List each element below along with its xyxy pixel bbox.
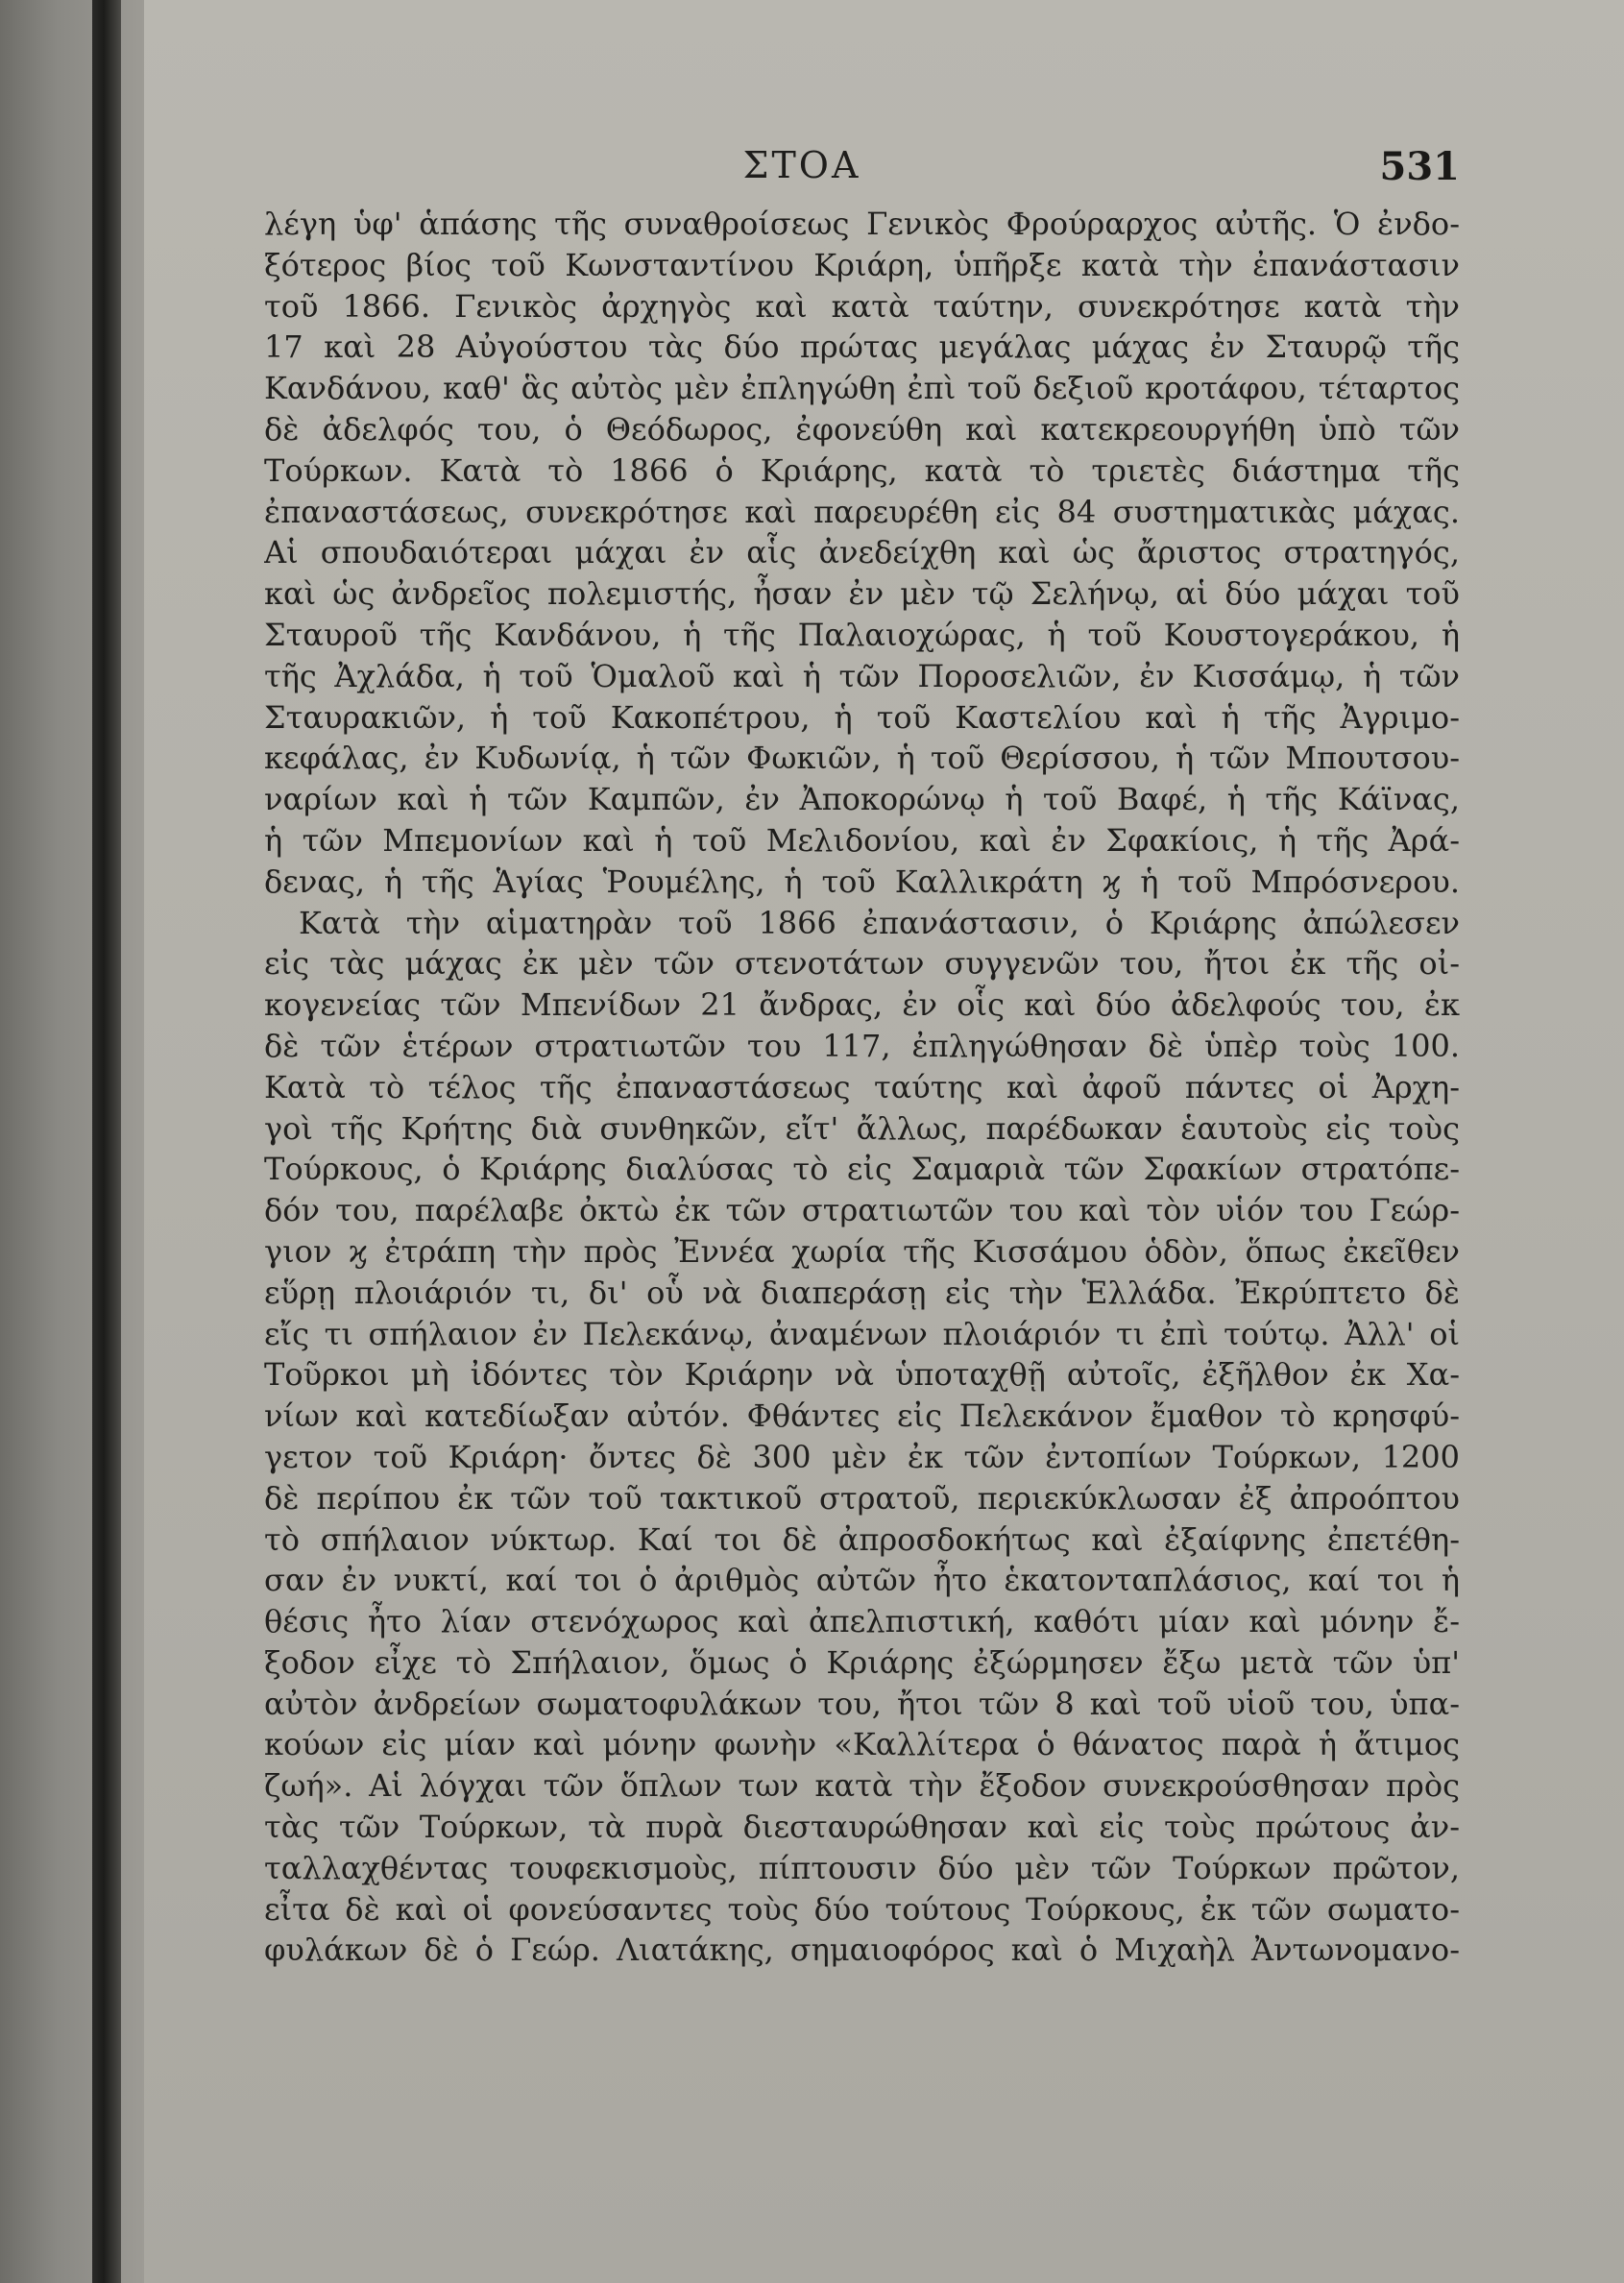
text-line: Κανδάνου, καθ' ἃς αὐτὸς μὲν ἐπληγώθη ἐπὶ τοῦ δεξιοῦ κροτάφου, τέταρτος: [264, 370, 1460, 407]
text-line: ζωή». Αἱ λόγχαι τῶν ὅπλων των κατὰ τὴν ἔξοδον συνεκρούσθησαν πρὸς: [264, 1767, 1460, 1805]
body-text: [264, 204, 1460, 2012]
text-line: ναρίων καὶ ἡ τῶν Καμπῶν, ἐν Ἀποκορώνῳ ἡ τοῦ Βαφέ, ἡ τῆς Κάϊνας,: [264, 781, 1460, 818]
text-line: τῆς Ἀχλάδα, ἡ τοῦ Ὁμαλοῦ καὶ ἡ τῶν Ποροσελιῶν, ἐν Κισσάμῳ, ἡ τῶν: [264, 657, 1460, 694]
text-line: αὐτὸν ἀνδρείων σωματοφυλάκων του, ἤτοι τῶν 8 καὶ τοῦ υἱοῦ του, ὑπα-: [264, 1685, 1460, 1722]
text-line: εὕρῃ πλοιάριόν τι, δι' οὗ νὰ διαπεράσῃ εἰς τὴν Ἑλλάδα. Ἐκρύπτετο δὲ: [264, 1274, 1460, 1311]
text-line: δενας, ἡ τῆς Ἁγίας Ῥουμέλης, ἡ τοῦ Καλλικράτη ϗ ἡ τοῦ Μπρόσνερου.: [264, 862, 1460, 900]
text-line: φυλάκων δὲ ὁ Γεώρ. Λιατάκης, σημαιοφόρος καὶ ὁ Μιχαὴλ Ἀντωνομανο-: [264, 1931, 1460, 1969]
text-line: σαν ἐν νυκτί, καί τοι ὁ ἀριθμὸς αὐτῶν ἦτο ἑκατονταπλάσιος, καί τοι ἡ: [264, 1562, 1460, 1599]
text-line: δὲ ἀδελφός του, ὁ Θεόδωρος, ἐφονεύθη καὶ κατεκρεουργήθη ὑπὸ τῶν: [264, 410, 1460, 448]
text-line: τὰς τῶν Τούρκων, τὰ πυρὰ διεσταυρώθησαν καὶ εἰς τοὺς πρώτους ἀν-: [264, 1809, 1460, 1846]
text-line: γιον ϗ ἐτράπη τὴν πρὸς Ἐννέα χωρία τῆς Κισσάμου ὁδὸν, ὅπως ἐκεῖθεν: [264, 1232, 1460, 1270]
text-line: κογενείας τῶν Μπενίδων 21 ἄνδρας, ἐν οἷς καὶ δύο ἀδελφούς του, ἐκ: [264, 986, 1460, 1024]
text-line: νίων καὶ κατεδίωξαν αὐτόν. Φθάντες εἰς Πελεκάνον ἔμαθον τὸ κρησφύ-: [264, 1397, 1460, 1435]
text-line: δὲ τῶν ἑτέρων στρατιωτῶν του 117, ἐπληγώθησαν δὲ ὑπὲρ τοὺς 100.: [264, 1027, 1460, 1064]
running-head-title: ΣΤΟΑ: [742, 144, 861, 186]
text-line: καὶ ὡς ἀνδρεῖος πολεμιστής, ἦσαν ἐν μὲν τῷ Σελήνῳ, αἱ δύο μάχαι τοῦ: [264, 575, 1460, 613]
text-line: εἰς τὰς μάχας ἐκ μὲν τῶν στενοτάτων συγγενῶν του, ἤτοι ἐκ τῆς οἰ-: [264, 945, 1460, 983]
text-line: Σταυρακιῶν, ἡ τοῦ Κακοπέτρου, ἡ τοῦ Καστελίου καὶ ἡ τῆς Ἀγριμο-: [264, 698, 1460, 736]
text-line: Κατὰ τὴν αἱματηρὰν τοῦ 1866 ἐπανάστασιν, ὁ Κριάρης ἀπώλεσεν: [299, 904, 1460, 941]
text-line: δὲ περίπου ἐκ τῶν τοῦ τακτικοῦ στρατοῦ, περιεκύκλωσαν ἐξ ἀπροόπτου: [264, 1479, 1460, 1517]
text-line: Τούρκων. Κατὰ τὸ 1866 ὁ Κριάρης, κατὰ τὸ τριετὲς διάστημα τῆς: [264, 451, 1460, 489]
text-line: ἡ τῶν Μπεμονίων καὶ ἡ τοῦ Μελιδονίου, καὶ ἐν Σφακίοις, ἡ τῆς Ἀρά-: [264, 821, 1460, 859]
text-line: ταλλαχθέντας τουφεκισμοὺς, πίπτουσιν δύο μὲν τῶν Τούρκων πρῶτον,: [264, 1849, 1460, 1886]
scan-margin: [0, 0, 144, 2283]
text-line: εἴς τι σπήλαιον ἐν Πελεκάνῳ, ἀναμένων πλοιάριόν τι ἐπὶ τούτῳ. Ἀλλ' οἱ: [264, 1315, 1460, 1352]
text-line: Αἱ σπουδαιότεραι μάχαι ἐν αἷς ἀνεδείχθη καὶ ὡς ἄριστος στρατηγός,: [264, 534, 1460, 571]
text-line: Σταυροῦ τῆς Κανδάνου, ἡ τῆς Παλαιοχώρας, ἡ τοῦ Κουστογεράκου, ἡ: [264, 616, 1460, 653]
text-line: ξοδον εἶχε τὸ Σπήλαιον, ὅμως ὁ Κριάρης ἐξώρμησεν ἔξω μετὰ τῶν ὑπ': [264, 1643, 1460, 1681]
text-line: Κατὰ τὸ τέλος τῆς ἐπαναστάσεως ταύτης καὶ ἀφοῦ πάντες οἱ Ἀρχη-: [264, 1068, 1460, 1105]
text-line: ξότερος βίος τοῦ Κωνσταντίνου Κριάρη, ὑπῆρξε κατὰ τὴν ἐπανάστασιν: [264, 246, 1460, 283]
text-line: κεφάλας, ἐν Κυδωνίᾳ, ἡ τῶν Φωκιῶν, ἡ τοῦ Θερίσσου, ἡ τῶν Μπουτσου-: [264, 740, 1460, 777]
text-line: τὸ σπήλαιον νύκτωρ. Καί τοι δὲ ἀπροσδοκήτως καὶ ἐξαίφνης ἐπετέθη-: [264, 1520, 1460, 1558]
running-head: [144, 144, 1460, 192]
text-line: Τούρκους, ὁ Κριάρης διαλύσας τὸ εἰς Σαμαριὰ τῶν Σφακίων στρατόπε-: [264, 1151, 1460, 1188]
text-line: [264, 1971, 1460, 2012]
text-line: δόν του, παρέλαβε ὀκτὼ ἐκ τῶν στρατιωτῶν του καὶ τὸν υἱόν του Γεώρ-: [264, 1192, 1460, 1229]
text-line: τοῦ 1866. Γενικὸς ἀρχηγὸς καὶ κατὰ ταύτην, συνεκρότησε κατὰ τὴν: [264, 287, 1460, 325]
text-line: κούων εἰς μίαν καὶ μόνην φωνὴν «Καλλίτερα ὁ θάνατος παρὰ ἡ ἄτιμος: [264, 1726, 1460, 1763]
text-line: γοὶ τῆς Κρήτης διὰ συνθηκῶν, εἴτ' ἄλλως, παρέδωκαν ἑαυτοὺς εἰς τοὺς: [264, 1109, 1460, 1147]
text-line: γετον τοῦ Κριάρη· ὄντες δὲ 300 μὲν ἐκ τῶν ἐντοπίων Τούρκων, 1200: [264, 1438, 1460, 1475]
text-line: λέγη ὑφ' ἁπάσης τῆς συναθροίσεως Γενικὸς Φρούραρχος αὐτῆς. Ὁ ἐνδο-: [264, 206, 1460, 242]
page-number: 531: [1379, 144, 1460, 189]
text-line: ἐπαναστάσεως, συνεκρότησε καὶ παρευρέθη εἰς 84 συστηματικὰς μάχας.: [264, 493, 1460, 530]
text-line: εἶτα δὲ καὶ οἱ φονεύσαντες τοὺς δύο τούτους Τούρκους, ἐκ τῶν σωματο-: [264, 1890, 1460, 1928]
text-line: Τοῦρκοι μὴ ἰδόντες τὸν Κριάρην νὰ ὑποταχθῇ αὐτοῖς, ἐξῆλθον ἐκ Χα-: [264, 1356, 1460, 1394]
book-spine-shadow: [92, 0, 121, 2283]
text-line: 17 καὶ 28 Αὐγούστου τὰς δύο πρώτας μεγάλας μάχας ἐν Σταυρῷ τῆς: [264, 328, 1460, 366]
text-line: θέσις ἦτο λίαν στενόχωρος καὶ ἀπελπιστική, καθότι μίαν καὶ μόνην ἔ-: [264, 1603, 1460, 1640]
